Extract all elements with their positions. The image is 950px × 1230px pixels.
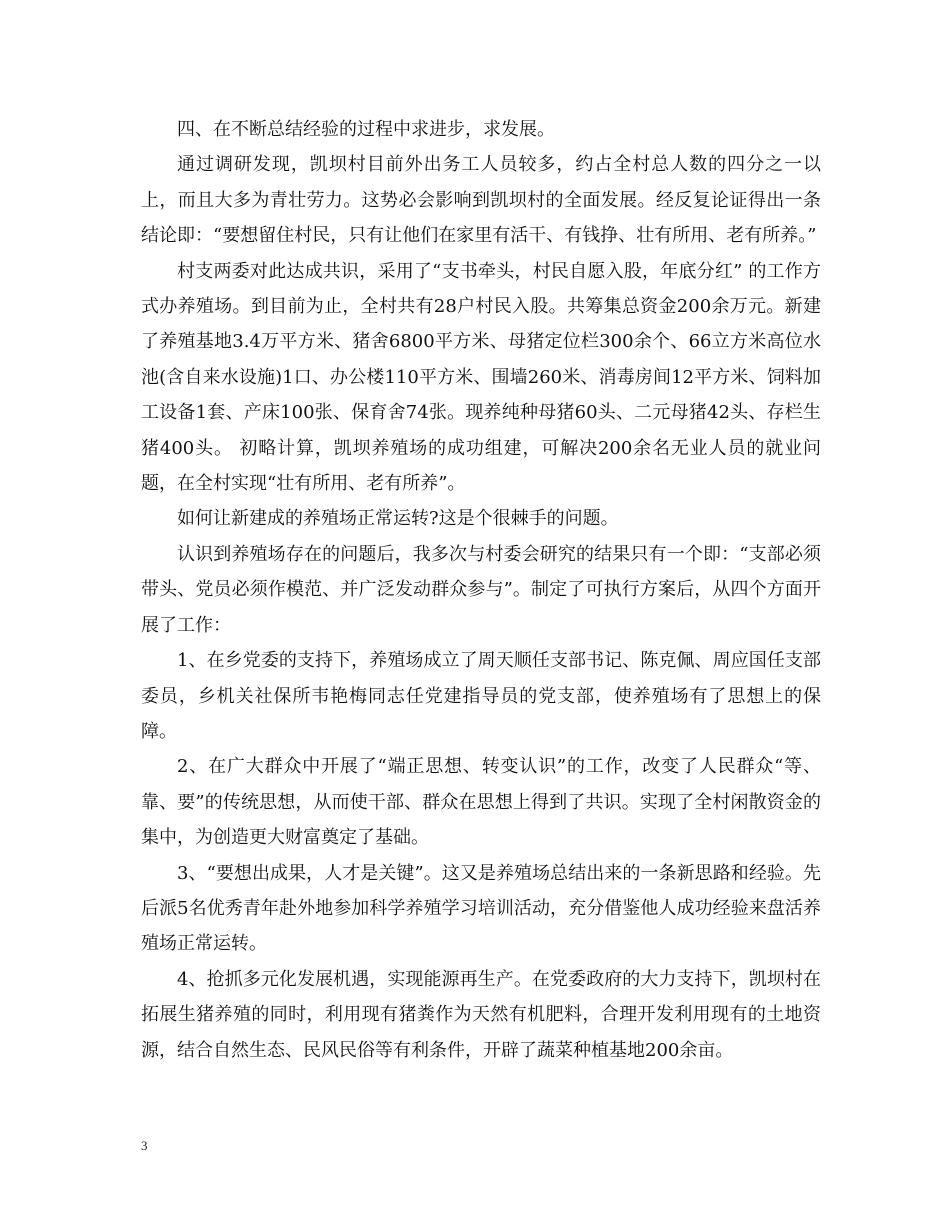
paragraph: 村支两委对此达成共识，采用了“支书牵头，村民自愿入股，年底分红” 的工作方式办养殖场。到目前为止，全村共有28户村民入股。共筹集总资金200余万元。新建了养殖基地3.4万平方米、猪舍6800平方米、母猪定位栏300余个、66立方米高位水池(含自来水设施)1口、办公楼110平方米、围墙260米、消毒房间12平方米、饲料加工设备1套、产床100张、保育舍74张。现养纯种母猪60头、二元母猪42头、存栏生猪400头。 初略计算，凯坝养殖场的成功组建，可解决200余名无业人员的就业问题，在全村实现“壮有所用、老有所养”。 <box>141 260 821 495</box>
paragraph: 如何让新建成的养殖场正常运转?这是个很棘手的问题。 <box>177 508 619 530</box>
document-body <box>141 112 821 1068</box>
list-item: 2、在广大群众中开展了“端正思想、转变认识”的工作，改变了人民群众“等、靠、要”的传统思想，从而使干部、群众在思想上得到了共识。实现了全村闲散资金的集中，为创造更大财富奠定了基础。 <box>141 756 821 849</box>
list-item: 1、在乡党委的支持下，养殖场成立了周天顺任支部书记、陈克佩、周应国任支部委员，乡机关社保所韦艳梅同志任党建指导员的党支部，使养殖场有了思想上的保障。 <box>141 650 821 742</box>
list-item: 4、抢抓多元化发展机遇，实现能源再生产。在党委政府的大力支持下，凯坝村在拓展生猪养殖的同时，利用现有猪粪作为天然有机肥料，合理开发利用现有的土地资源，结合自然生态、民风民俗等有利条件，开辟了蔬菜种植基地200余亩。 <box>141 968 821 1061</box>
paragraph: 认识到养殖场存在的问题后，我多次与村委会研究的结果只有一个即：“支部必须带头、党员必须作模范、并广泛发动群众参与”。制定了可执行方案后，从四个方面开展了工作： <box>141 543 821 636</box>
list-item: 3、“要想出成果，人才是关键”。这又是养殖场总结出来的一条新思路和经验。先后派5名优秀青年赴外地参加科学养殖学习培训活动，充分借鉴他人成功经验来盘活养殖场正常运转。 <box>141 862 821 955</box>
page-number: 3 <box>141 1138 148 1153</box>
paragraph: 通过调研发现，凯坝村目前外出务工人员较多，约占全村总人数的四分之一以上，而且大多为青壮劳力。这势必会影响到凯坝村的全面发展。经反复论证得出一条结论即：“要想留住村民，只有让他们在家里有活干、有钱挣、壮有所用、老有所养。” <box>141 154 821 247</box>
section-heading: 四、在不断总结经验的过程中求进步，求发展。 <box>177 119 555 140</box>
